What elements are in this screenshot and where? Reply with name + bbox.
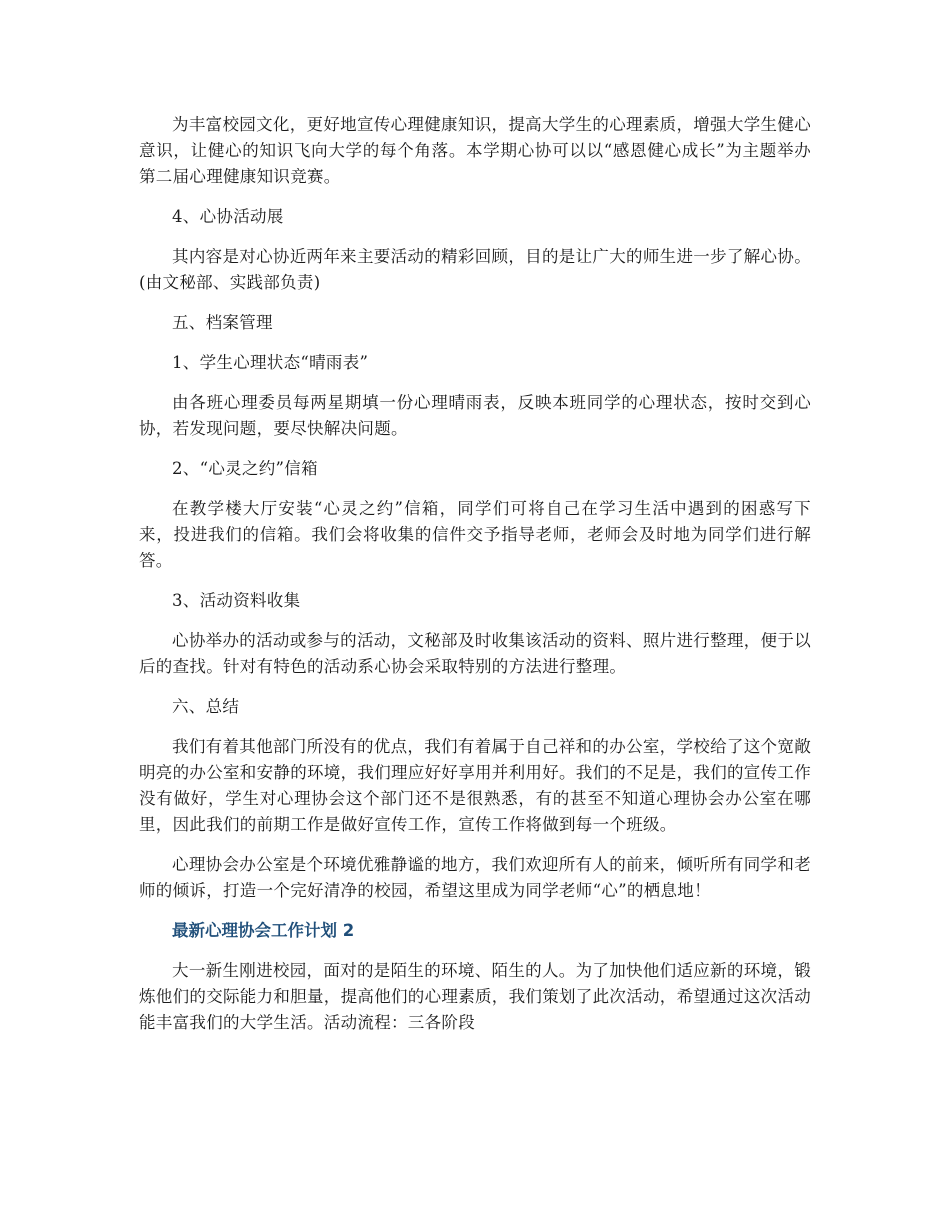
paragraph-summary-2: 心理协会办公室是个环境优雅静谧的地方，我们欢迎所有人的前来，倾听所有同学和老师的倾诉，打造一个完好清净的校园，希望这里成为同学老师“心”的栖息地！ [139, 855, 811, 900]
heading-materials: 3、活动资料收集 [172, 591, 301, 610]
paragraph-materials: 心协举办的活动或参与的活动，文秘部及时收集该活动的资料、照片进行整理，便于以后的查找。针对有特色的活动系心协会采取特别的方法进行整理。 [139, 631, 811, 676]
heading-mailbox: 2、“心灵之约”信箱 [172, 459, 318, 478]
paragraph-mailbox: 在教学楼大厅安装“心灵之约”信箱，同学们可将自己在学习生活中遇到的困惑写下来，投进我们的信箱。我们会将收集的信件交予指导老师，老师会及时地为同学们进行解答。 [139, 499, 811, 570]
paragraph-mood-barometer: 由各班心理委员每两星期填一份心理晴雨表，反映本班同学的心理状态，按时交到心协，若发现问题，要尽快解决问题。 [139, 393, 811, 438]
paragraph-summary-1: 我们有着其他部门所没有的优点，我们有着属于自己祥和的办公室，学校给了这个宽敞明亮的办公室和安静的环境，我们理应好好享用并利用好。我们的不足是，我们的宣传工作没有做好，学生对心理协会这个部门还不是很熟悉，有的甚至不知道心理协会办公室在哪里，因此我们的前期工作是做好宣传工作，宣传工作将做到每一个班级。 [139, 737, 811, 834]
heading-summary: 六、总结 [172, 697, 240, 716]
heading-archive-management: 五、档案管理 [172, 313, 273, 332]
paragraph-plan-2-intro: 大一新生刚进校园，面对的是陌生的环境、陌生的人。为了加快他们适应新的环境，锻炼他们的交际能力和胆量，提高他们的心理素质，我们策划了此次活动，希望通过这次活动能丰富我们的大学生活。活动流程：三各阶段 [139, 961, 811, 1032]
document-page [139, 112, 811, 1050]
paragraph-competition: 为丰富校园文化，更好地宣传心理健康知识，提高大学生的心理素质，增强大学生健心意识，让健心的知识飞向大学的每个角落。本学期心协可以以“感恩健心成长”为主题举办第二届心理健康知识竞赛。 [139, 115, 811, 186]
heading-mood-barometer: 1、学生心理状态“晴雨表” [172, 353, 369, 372]
section-title-plan-2: 最新心理协会工作计划 2 [172, 921, 355, 940]
paragraph-exhibition: 其内容是对心协近两年来主要活动的精彩回顾，目的是让广大的师生进一步了解心协。(由文秘部、实践部负责) [139, 247, 811, 292]
heading-activity-exhibition: 4、心协活动展 [172, 207, 284, 226]
